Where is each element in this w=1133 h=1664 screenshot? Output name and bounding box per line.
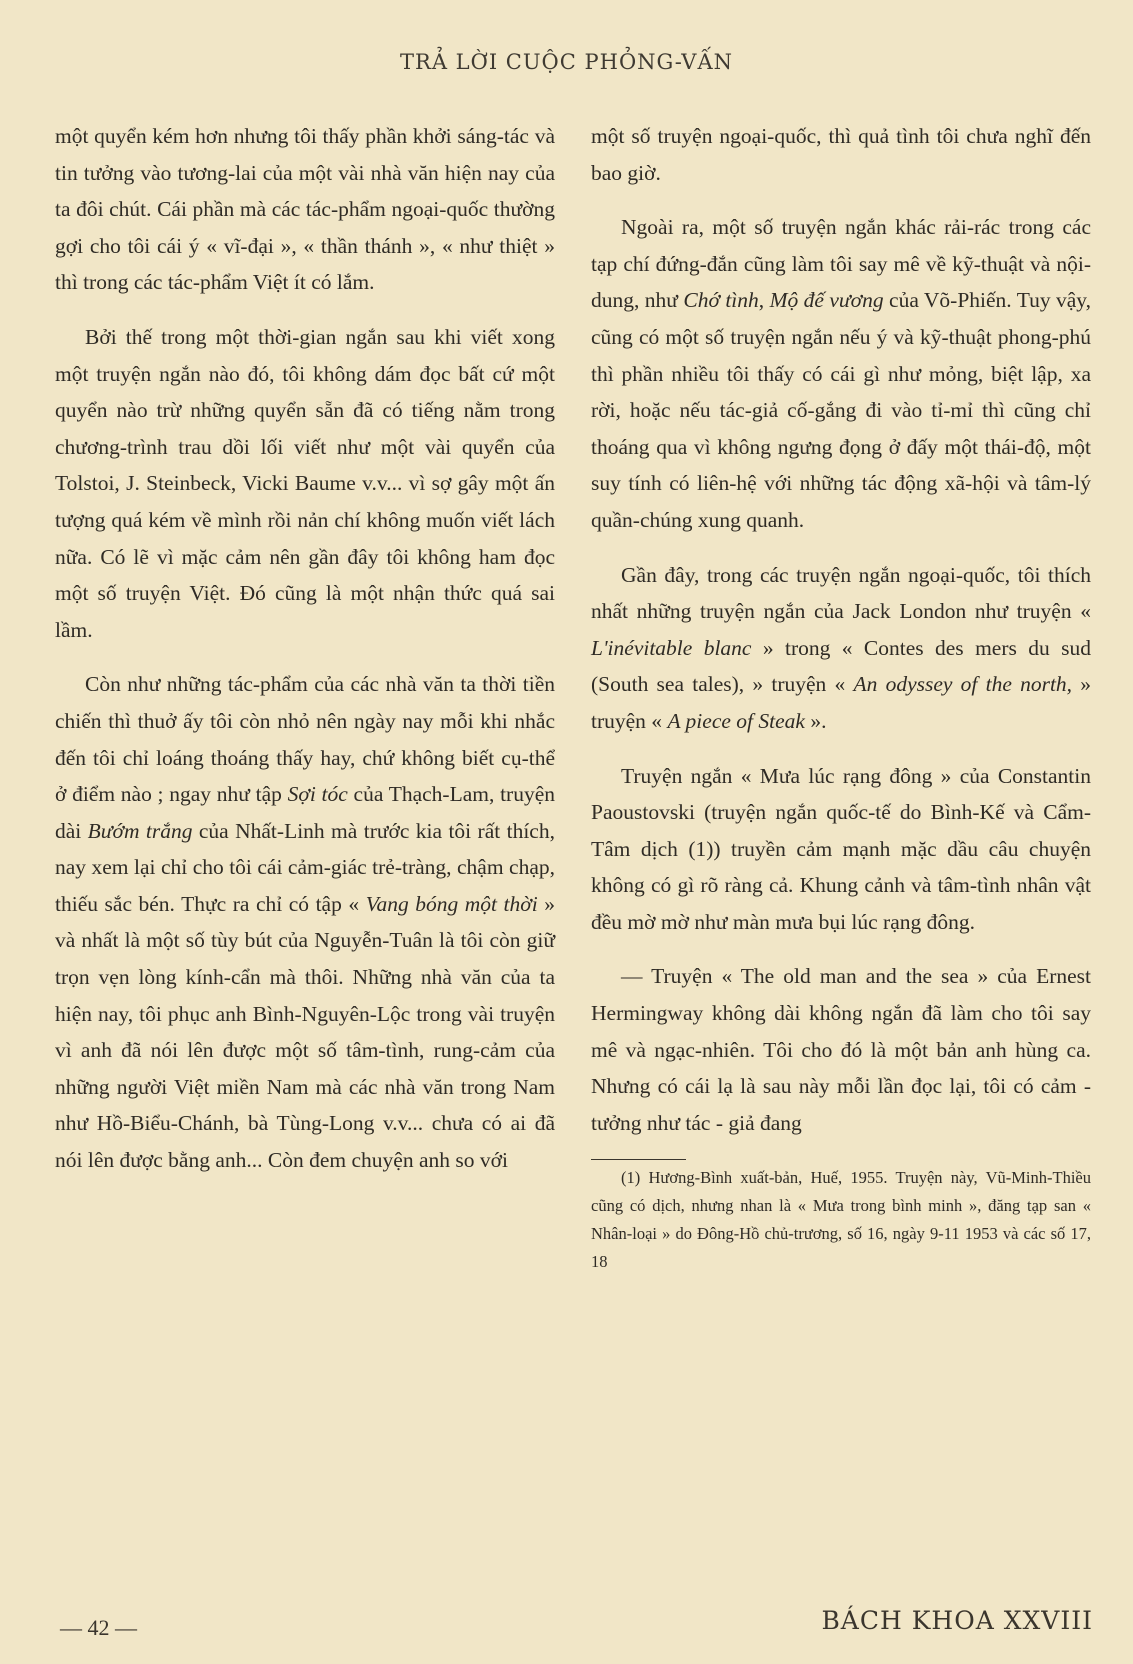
title-bướm-trắng: Bướm trắng (87, 818, 193, 843)
paragraph (591, 557, 1091, 740)
text-run: Còn như những tác-phẩm của các nhà văn ta thời tiền chiến thì thuở ấy tôi còn nhỏ nên ngày nay mỗi khi nhắc đến tôi chỉ loáng thoáng thấy hay, chứ không biết cụ-thể ở điểm nào ; ngay như tập (55, 672, 555, 807)
paragraph: Bởi thế trong một thời-gian ngắn sau khi viết xong một truyện ngắn nào đó, tôi không dám đọc bất cứ một quyển nào trừ những quyển sẵn đã có tiếng nằm trong chương-trình trau dồi lối viết như một vài quyển của Tolstoi, J. Steinbeck, Vicki Baume v.v... vì sợ gây một ấn tượng quá kém về mình rồi nản chí không muốn viết lách nữa. Có lẽ vì mặc cảm nên gần đây tôi không ham đọc một số truyện Việt. Đó cũng là một nhận thức quá sai lầm. (55, 324, 555, 642)
paragraph: một quyển kém hơn nhưng tôi thấy phần khởi sáng-tác và tin tưởng vào tương-lai của một vài nhà văn hiện nay của ta đôi chút. Cái phần mà các tác-phẩm ngoại-quốc thường gợi cho tôi cái ý « vĩ-đại », « thần thánh », « như thiệt » thì trong các tác-phẩm Việt ít có lắm. (55, 124, 555, 295)
text-run: » trong « Contes des mers du sud (South sea tales), » truyện « (591, 635, 1091, 697)
title-vang-bóng-một-thời: Vang bóng một thời (365, 891, 538, 916)
text-run: » truyện « (591, 672, 1092, 733)
paragraph (591, 209, 1091, 538)
left-column (55, 118, 555, 1197)
page-number: — 42 — (60, 1615, 137, 1640)
paragraph: — Truyện « The old man and the sea » của Ernest Hermingway không dài không ngắn đã làm cho tôi say mê và ngạc-nhiên. Tôi cho đó là một bản anh hùng ca. Nhưng có cái lạ là sau này mỗi lần đọc lại, tôi có cảm - tưởng như tác - giả đang (591, 964, 1091, 1135)
text-run: ». (804, 708, 827, 733)
paragraph: một số truyện ngoại-quốc, thì quả tình tôi chưa nghĩ đến bao giờ. (591, 124, 1091, 185)
title-mộ-đế-vương: Mộ đế vương (769, 288, 884, 313)
text-run: , (758, 288, 770, 313)
title-sợi-tóc: Sợi tóc (287, 782, 348, 807)
title-linevitable-blanc: L'inévitable blanc (591, 635, 752, 660)
text-run: » và nhất là một số tùy bút của Nguyễn-Tuân là tôi còn giữ trọn vẹn lòng kính-cẩn mà thôi. Những nhà văn của ta hiện nay, tôi phục anh Bình-Nguyên-Lộc trong vài truyện vì anh đã nói lên được một số tâm-tình, rung-cảm của những người Việt miền Nam mà các nhà văn trong Nam như Hồ-Biểu-Chánh, bà Tùng-Long v.v... chưa có ai đã nói lên được bằng anh... Còn đem chuyện anh so với (55, 891, 556, 1173)
text-run: của Nhất-Linh mà trước kia tôi rất thích, nay xem lại chỉ cho tôi cái cảm-giác trẻ-tràng, chậm chạp, thiếu sắc bén. Thực ra chỉ có tập « (55, 818, 555, 916)
title-a-piece-of-steak: A piece of Steak (667, 708, 805, 733)
footnote-divider (591, 1159, 686, 1160)
journal-name: BÁCH KHOA XXVIII (821, 1606, 1093, 1635)
footnote: (1) Hương-Bình xuất-bản, Huế, 1955. Truyện này, Vũ-Minh-Thiều cũng có dịch, nhưng nhan là « Mưa trong bình minh », đăng tạp san « Nhân-loại » do Đông-Hồ chủ-trương, số 16, ngày 9-11 1953 và các số 17, 18 (591, 1168, 1091, 1272)
paragraph: Truyện ngắn « Mưa lúc rạng đông » của Constantin Paoustovski (truyện ngắn quốc-tế do Bình-Kế và Cẩm-Tâm dịch (1)) truyền cảm mạnh mặc dầu câu chuyện không có gì rõ ràng cả. Khung cảnh và tâm-tình nhân vật đều mờ mờ như màn mưa bụi lúc rạng đông. (591, 763, 1091, 934)
paragraph (55, 666, 555, 1178)
title-an-odyssey-of-the-north: An odyssey of the north, (853, 672, 1073, 697)
text-run: Ngoài ra, một số truyện ngắn khác rải-rác trong các tạp chí đứng-đắn cũng làm tôi say mê về kỹ-thuật và nội-dung, như (591, 215, 1091, 313)
text-run: của Võ-Phiến. Tuy vậy, cũng có một số truyện ngắn nếu ý và kỹ-thuật phong-phú thì phần nhiều tôi thấy có cái gì như mỏng, biệt lập, xa rời, hoặc nếu tác-giả cố-gắng đi vào tỉ-mỉ thì cũng chỉ thoáng qua vì không ngưng đọng ở đấy một thái-độ, một suy tính có liên-hệ với những tác động xã-hội và tâm-lý quần-chúng xung quanh. (591, 288, 1092, 532)
right-column (591, 118, 1091, 1294)
running-header: TRẢ LỜI CUỘC PHỎNG-VẤN (400, 50, 733, 74)
text-run: của Thạch-Lam, truyện dài (55, 782, 555, 843)
text-run: Gần đây, trong các truyện ngắn ngoại-quốc, tôi thích nhất những truyện ngắn của Jack London như truyện « (591, 562, 1091, 624)
title-chớ-tình: Chớ tình (683, 288, 759, 313)
